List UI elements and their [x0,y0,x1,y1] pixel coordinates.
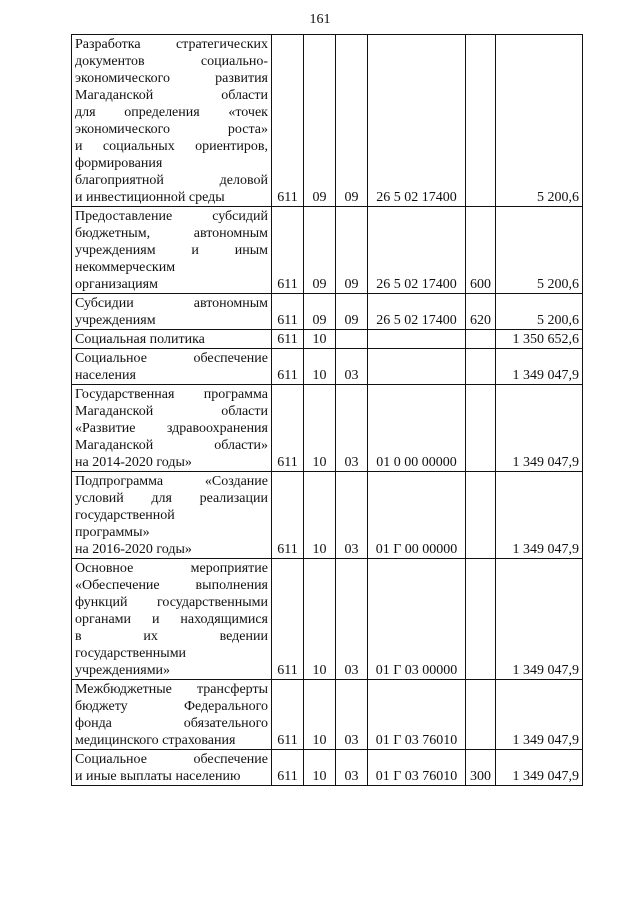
table-row [72,559,583,680]
page-number: 161 [309,12,331,27]
item-name-line: населения [75,368,136,383]
expense-type-cell [466,330,496,349]
item-name-line: Социальная политика [75,332,205,347]
expense-type-cell [466,385,496,472]
item-name-line: Магаданской области [75,404,268,419]
section-code-cell: 10 [304,472,336,559]
table-row [72,680,583,750]
item-name-line: некоммерческим [75,260,176,275]
amount-cell: 5 200,6 [496,294,583,330]
subsection-code-cell: 03 [336,385,368,472]
item-name-line: организациям [75,277,158,292]
section-code-cell: 09 [304,35,336,207]
section-code-cell: 10 [304,349,336,385]
subsection-code-cell: 09 [336,35,368,207]
ministry-code-cell: 611 [272,385,304,472]
section-code-cell: 09 [304,294,336,330]
ministry-code-cell: 611 [272,680,304,750]
table-row [72,750,583,786]
item-name-line: и социальных ориентиров, [75,139,268,154]
target-article-cell [368,330,466,349]
table-row [72,35,583,207]
item-name-line: Предоставление субсидий [75,209,268,224]
item-name-line: органами и находящимися [75,612,268,627]
subsection-code-cell: 03 [336,349,368,385]
item-name-cell [72,349,272,385]
target-article-cell: 26 5 02 17400 [368,207,466,294]
target-article-cell: 01 Г 00 00000 [368,472,466,559]
item-name-line: и иные выплаты населению [75,769,241,784]
expense-type-cell [466,472,496,559]
amount-cell: 1 349 047,9 [496,750,583,786]
amount-cell: 1 349 047,9 [496,385,583,472]
item-name-line: Магаданской области» [75,438,268,453]
section-code-cell: 10 [304,750,336,786]
subsection-code-cell: 03 [336,750,368,786]
table-body [72,35,583,786]
table-row [72,330,583,349]
expense-type-cell: 620 [466,294,496,330]
item-name-line: Межбюджетные трансферты [75,682,268,697]
item-name-line: и инвестиционной среды [75,190,225,205]
section-code-cell: 10 [304,559,336,680]
section-code-cell: 09 [304,207,336,294]
item-name-line: Подпрограмма «Создание [75,474,268,489]
item-name-line: программы» [75,525,150,540]
item-name-line: государственными [75,646,187,661]
item-name-line: для определения «точек [75,105,268,120]
target-article-cell: 26 5 02 17400 [368,294,466,330]
item-name-line: учреждениям и иным [75,243,268,258]
item-name-line: государственной [75,508,175,523]
item-name-line: на 2016-2020 годы» [75,542,192,557]
ministry-code-cell: 611 [272,294,304,330]
expense-type-cell [466,559,496,680]
target-article-cell: 01 Г 03 00000 [368,559,466,680]
subsection-code-cell: 03 [336,680,368,750]
item-name-line: благоприятной деловой [75,173,268,188]
item-name-line: фонда обязательного [75,716,268,731]
subsection-code-cell: 09 [336,207,368,294]
item-name-line: условий для реализации [75,491,268,506]
item-name-line: Разработка стратегических [75,37,268,52]
ministry-code-cell: 611 [272,330,304,349]
item-name-cell [72,294,272,330]
item-name-cell [72,750,272,786]
target-article-cell: 26 5 02 17400 [368,35,466,207]
amount-cell: 1 349 047,9 [496,472,583,559]
amount-cell: 5 200,6 [496,207,583,294]
target-article-cell: 01 Г 03 76010 [368,680,466,750]
ministry-code-cell: 611 [272,349,304,385]
table-row [72,349,583,385]
budget-table [71,34,583,786]
item-name-cell [72,559,272,680]
item-name-cell [72,385,272,472]
subsection-code-cell: 09 [336,294,368,330]
item-name-line: в их ведении [75,629,268,644]
amount-cell: 5 200,6 [496,35,583,207]
item-name-line: экономического роста» [75,122,268,137]
subsection-code-cell: 03 [336,559,368,680]
amount-cell: 1 349 047,9 [496,680,583,750]
expense-type-cell: 600 [466,207,496,294]
table-row [72,385,583,472]
table-row [72,472,583,559]
section-code-cell: 10 [304,385,336,472]
table-row [72,294,583,330]
item-name-line: учреждениям [75,313,156,328]
item-name-line: функций государственными [75,595,268,610]
ministry-code-cell: 611 [272,472,304,559]
item-name-line: бюджету Федерального [75,699,268,714]
item-name-line: медицинского страхования [75,733,236,748]
item-name-line: бюджетным, автономным [75,226,268,241]
ministry-code-cell: 611 [272,559,304,680]
target-article-cell: 01 Г 03 76010 [368,750,466,786]
ministry-code-cell: 611 [272,750,304,786]
item-name-line: документов социально- [75,54,268,69]
ministry-code-cell: 611 [272,207,304,294]
item-name-cell [72,207,272,294]
expense-type-cell [466,680,496,750]
item-name-cell [72,680,272,750]
expense-type-cell [466,35,496,207]
subsection-code-cell [336,330,368,349]
item-name-line: формирования [75,156,163,171]
item-name-line: Основное мероприятие [75,561,268,576]
item-name-line: Магаданской области [75,88,268,103]
item-name-cell [72,472,272,559]
subsection-code-cell: 03 [336,472,368,559]
amount-cell: 1 349 047,9 [496,559,583,680]
item-name-line: Субсидии автономным [75,296,268,311]
ministry-code-cell: 611 [272,35,304,207]
item-name-cell [72,35,272,207]
item-name-cell [72,330,272,349]
item-name-line: Социальное обеспечение [75,752,268,767]
item-name-line: Социальное обеспечение [75,351,268,366]
item-name-line: «Развитие здравоохранения [75,421,268,436]
target-article-cell: 01 0 00 00000 [368,385,466,472]
item-name-line: «Обеспечение выполнения [75,578,268,593]
item-name-line: Государственная программа [75,387,268,402]
item-name-line: учреждениями» [75,663,171,678]
section-code-cell: 10 [304,680,336,750]
section-code-cell: 10 [304,330,336,349]
target-article-cell [368,349,466,385]
expense-type-cell: 300 [466,750,496,786]
amount-cell: 1 350 652,6 [496,330,583,349]
item-name-line: на 2014-2020 годы» [75,455,192,470]
amount-cell: 1 349 047,9 [496,349,583,385]
item-name-line: экономического развития [75,71,268,86]
table-row [72,207,583,294]
expense-type-cell [466,349,496,385]
